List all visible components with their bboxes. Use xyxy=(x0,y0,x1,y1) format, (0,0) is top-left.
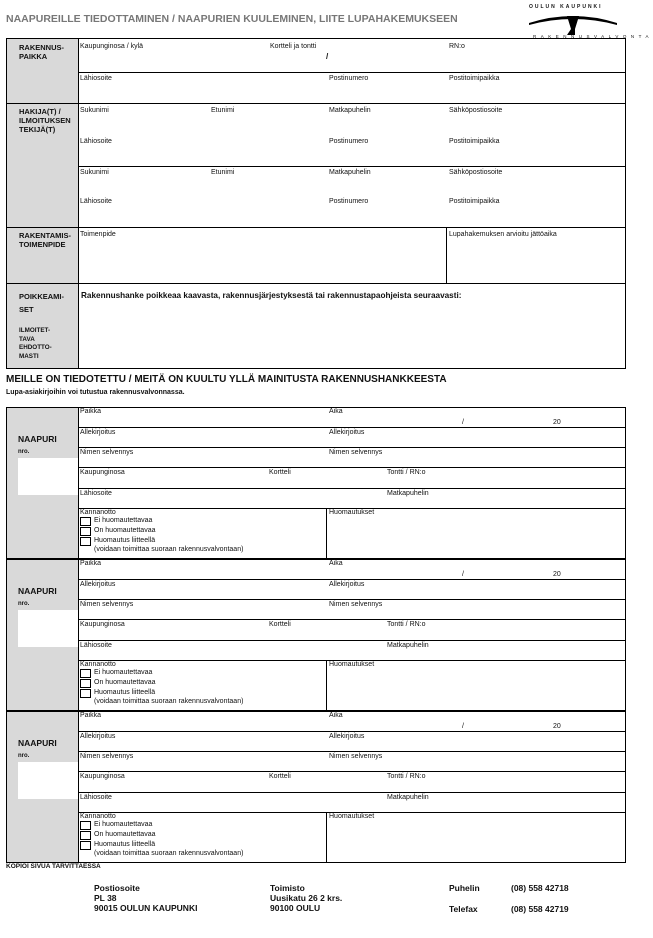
label-lahiosoite: Lähiosoite xyxy=(80,642,112,649)
checkbox-on-huomautettavaa[interactable] xyxy=(80,831,91,840)
label-nimen-selvennys: Nimen selvennys xyxy=(80,449,134,456)
label-matkapuhelin: Matkapuhelin xyxy=(387,490,429,497)
label-nimen-selvennys: Nimen selvennys xyxy=(80,753,134,760)
label-kortteli: Kortteli xyxy=(269,621,291,628)
label-postitoimipaikka: Postitoimipaikka xyxy=(449,75,500,82)
label-allekirjoitus: Allekirjoitus xyxy=(80,429,116,436)
date-year: 20 xyxy=(553,419,561,426)
label-kaupunginosa-kyla: Kaupunginosa / kylä xyxy=(80,43,144,50)
label-kaupunginosa: Kaupunginosa xyxy=(80,621,125,628)
footer-postiosoite: Postiosoite PL 38 90015 OULUN KAUPUNKI xyxy=(94,883,198,913)
neighbor-nro: nro. xyxy=(18,753,30,759)
checkbox-huomautus-liitteella[interactable] xyxy=(80,841,91,850)
date-year: 20 xyxy=(553,571,561,578)
label-matkapuhelin: Matkapuhelin xyxy=(329,169,371,176)
label-paikka: Paikka xyxy=(80,712,102,719)
option-huomautus-liitteella: Huomautus liitteellä xyxy=(94,841,156,848)
label-rno[interactable]: RN:o xyxy=(449,43,465,50)
label-toimenpide: Toimenpide xyxy=(80,231,116,238)
neighbor-label: NAAPURI xyxy=(18,434,57,444)
label-postinumero: Postinumero xyxy=(329,198,369,205)
label-kortteli: Kortteli xyxy=(269,469,291,476)
checkbox-on-huomautettavaa[interactable] xyxy=(80,679,91,688)
notice-heading: MEILLE ON TIEDOTETTU / MEITÄ ON KUULTU YLLÄ MAINITUSTA RAKENNUSHANKKEESTA xyxy=(6,374,447,385)
option-ei-huomautettavaa: Ei huomautettavaa xyxy=(94,669,153,676)
checkbox-huomautus-liitteella[interactable] xyxy=(80,537,91,546)
label-allekirjoitus: Allekirjoitus xyxy=(80,581,116,588)
label-lahiosoite: Lähiosoite xyxy=(80,198,112,205)
checkbox-huomautus-liitteella[interactable] xyxy=(80,689,91,698)
label-aika: Aika xyxy=(329,560,343,567)
footer-puhelin: (08) 558 42718 xyxy=(511,883,569,893)
label-paikka: Paikka xyxy=(80,560,102,567)
label-aika: Aika xyxy=(329,408,343,415)
label-tontti-rno: Tontti / RN:o xyxy=(387,621,426,628)
label-postinumero: Postinumero xyxy=(329,138,369,145)
neighbor-block xyxy=(6,407,626,559)
label-etunimi: Etunimi xyxy=(211,169,235,176)
label-postitoimipaikka: Postitoimipaikka xyxy=(449,198,500,205)
label-matkapuhelin: Matkapuhelin xyxy=(329,107,371,114)
label-huomautukset: Huomautukset xyxy=(329,813,375,820)
option-huomautus-liitteella: Huomautus liitteellä xyxy=(94,537,156,544)
label-allekirjoitus: Allekirjoitus xyxy=(80,733,116,740)
logo-side-text: RAKENNUSVALVONTA xyxy=(533,34,653,39)
label-huomautukset: Huomautukset xyxy=(329,661,375,668)
label-postinumero: Postinumero xyxy=(329,75,369,82)
label-sahkoposti: Sähköpostiosoite xyxy=(449,169,503,176)
checkbox-ei-huomautettavaa[interactable] xyxy=(80,669,91,678)
oulu-logo xyxy=(527,3,653,39)
label-tontti-rno: Tontti / RN:o xyxy=(387,773,426,780)
copy-note: KOPIOI SIVUA TARVITTAESSA xyxy=(6,863,101,870)
section-label-rakennuspaikka: RAKENNUS- PAIKKA xyxy=(19,43,64,61)
label-kortteli-slash: / xyxy=(326,52,329,61)
label-lahiosoite: Lähiosoite xyxy=(80,490,112,497)
label-huomautukset: Huomautukset xyxy=(329,509,375,516)
label-postitoimipaikka: Postitoimipaikka xyxy=(449,138,500,145)
footer-toimisto: Toimisto Uusikatu 26 2 krs. 90100 OULU xyxy=(270,883,343,913)
form-title: NAAPUREILLE TIEDOTTAMINEN / NAAPURIEN KUULEMINEN, LIITE LUPAHAKEMUKSEEN xyxy=(6,13,458,25)
neighbor-nro: nro. xyxy=(18,601,30,607)
label-poikkeaa: Rakennushanke poikkeaa kaavasta, rakennusjärjestyksestä tai rakennustapaohjeista seuraavasti: xyxy=(81,291,462,300)
label-paikka: Paikka xyxy=(80,408,102,415)
option-ei-huomautettavaa: Ei huomautettavaa xyxy=(94,821,153,828)
footer-telefax-label: Telefax xyxy=(449,904,478,914)
label-lahiosoite: Lähiosoite xyxy=(80,75,112,82)
option-on-huomautettavaa: On huomautettavaa xyxy=(94,527,156,534)
label-kannanotto: Kannanotto xyxy=(80,813,116,820)
label-matkapuhelin: Matkapuhelin xyxy=(387,642,429,649)
neighbor-label: NAAPURI xyxy=(18,586,57,596)
label-matkapuhelin: Matkapuhelin xyxy=(387,794,429,801)
label-nimen-selvennys: Nimen selvennys xyxy=(329,601,383,608)
neighbor-block xyxy=(6,711,626,863)
option-on-huomautettavaa: On huomautettavaa xyxy=(94,679,156,686)
label-nimen-selvennys: Nimen selvennys xyxy=(80,601,134,608)
neighbor-label: NAAPURI xyxy=(18,738,57,748)
section-label-poikkeamiset: POIKKEAMI- SET xyxy=(19,292,64,314)
footer-telefax: (08) 558 42719 xyxy=(511,904,569,914)
label-nimen-selvennys: Nimen selvennys xyxy=(329,449,383,456)
option-ei-huomautettavaa: Ei huomautettavaa xyxy=(94,517,153,524)
option-note: (voidaan toimittaa suoraan rakennusvalvontaan) xyxy=(94,850,244,857)
label-allekirjoitus: Allekirjoitus xyxy=(329,429,365,436)
option-on-huomautettavaa: On huomautettavaa xyxy=(94,831,156,838)
option-huomautus-liitteella: Huomautus liitteellä xyxy=(94,689,156,696)
date-slash: / xyxy=(462,723,464,730)
option-note: (voidaan toimittaa suoraan rakennusvalvontaan) xyxy=(94,546,244,553)
date-slash: / xyxy=(462,419,464,426)
section-label-hakija: HAKIJA(T) / ILMOITUKSEN TEKIJÄ(T) xyxy=(19,107,71,134)
section-label-ilmoitettava: ILMOITET- TAVA EHDOTTO- MASTI xyxy=(19,327,52,360)
neighbor-nro: nro. xyxy=(18,449,30,455)
logo-text: OULUN KAUPUNKI xyxy=(529,4,603,10)
label-tontti-rno: Tontti / RN:o xyxy=(387,469,426,476)
label-kortteli: Kortteli xyxy=(269,773,291,780)
section-label-toimenpide: RAKENTAMIS- TOIMENPIDE xyxy=(19,231,71,249)
neighbor-block xyxy=(6,559,626,711)
notice-subheading: Lupa-asiakirjoihin voi tutustua rakennusvalvonnassa. xyxy=(6,389,185,396)
label-lahiosoite: Lähiosoite xyxy=(80,794,112,801)
label-allekirjoitus: Allekirjoitus xyxy=(329,733,365,740)
option-note: (voidaan toimittaa suoraan rakennusvalvontaan) xyxy=(94,698,244,705)
date-slash: / xyxy=(462,571,464,578)
checkbox-ei-huomautettavaa[interactable] xyxy=(80,821,91,830)
label-sukunimi: Sukunimi xyxy=(80,169,109,176)
label-kortteli-tontti: Kortteli ja tontti xyxy=(270,43,317,50)
label-kaupunginosa: Kaupunginosa xyxy=(80,773,125,780)
label-kaupunginosa: Kaupunginosa xyxy=(80,469,125,476)
date-year: 20 xyxy=(553,723,561,730)
label-kannanotto: Kannanotto xyxy=(80,661,116,668)
label-lahiosoite: Lähiosoite xyxy=(80,138,112,145)
label-sukunimi: Sukunimi xyxy=(80,107,109,114)
label-jattoaika: Lupahakemuksen arvioitu jättöaika xyxy=(449,231,557,238)
label-allekirjoitus: Allekirjoitus xyxy=(329,581,365,588)
label-etunimi: Etunimi xyxy=(211,107,235,114)
label-nimen-selvennys: Nimen selvennys xyxy=(329,753,383,760)
checkbox-ei-huomautettavaa[interactable] xyxy=(80,517,91,526)
checkbox-on-huomautettavaa[interactable] xyxy=(80,527,91,536)
label-aika: Aika xyxy=(329,712,343,719)
footer-puhelin-label: Puhelin xyxy=(449,883,480,893)
label-kannanotto: Kannanotto xyxy=(80,509,116,516)
label-sahkoposti: Sähköpostiosoite xyxy=(449,107,503,114)
